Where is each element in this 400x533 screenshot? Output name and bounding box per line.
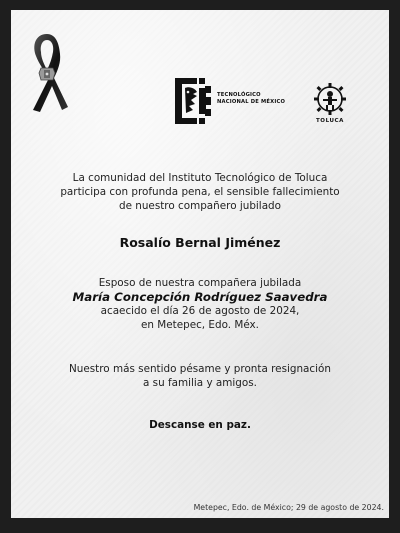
tecnm-logo (173, 76, 291, 126)
tecnm-line-1: TECNOLÓGICO (217, 92, 261, 98)
tecnm-gear-logo (173, 76, 213, 126)
deceased-name: Rosalío Bernal Jiménez (119, 235, 281, 250)
spouse-intro: Esposo de nuestra compañera jubilada (98, 277, 302, 289)
intro-line-1: La comunidad del Instituto Tecnológico de Toluca (72, 172, 328, 184)
rest-in-peace: Descanse en paz. (149, 419, 251, 431)
tecnm-line-2: NACIONAL DE MÉXICO (217, 99, 286, 105)
intro-line-2: participa con profunda pena, el sensible fallecimiento (60, 186, 340, 198)
intro-paragraph (11, 171, 389, 213)
condolence-line-1: Nuestro más sentido pésame y pronta resignación (69, 363, 331, 375)
death-date-line: acaecido el día 26 de agosto de 2024, (100, 305, 300, 317)
mourning-ribbon-icon (25, 30, 69, 114)
spouse-paragraph (11, 276, 389, 332)
toluca-logo (307, 80, 353, 128)
place-date-footer: Metepec, Edo. de México; 29 de agosto de 2024. (193, 503, 384, 512)
condolence-paragraph (11, 362, 389, 390)
toluca-label: TOLUCA (315, 118, 345, 124)
spouse-name: María Concepción Rodríguez Saavedra (72, 290, 328, 304)
obituary-card (11, 10, 389, 518)
intro-line-3: de nuestro compañero jubilado (118, 200, 282, 212)
toluca-emblem-logo (307, 80, 353, 120)
condolence-line-2: a su familia y amigos. (143, 377, 257, 389)
place-line: en Metepec, Edo. Méx. (141, 319, 259, 331)
tecnm-wordmark (217, 92, 285, 106)
